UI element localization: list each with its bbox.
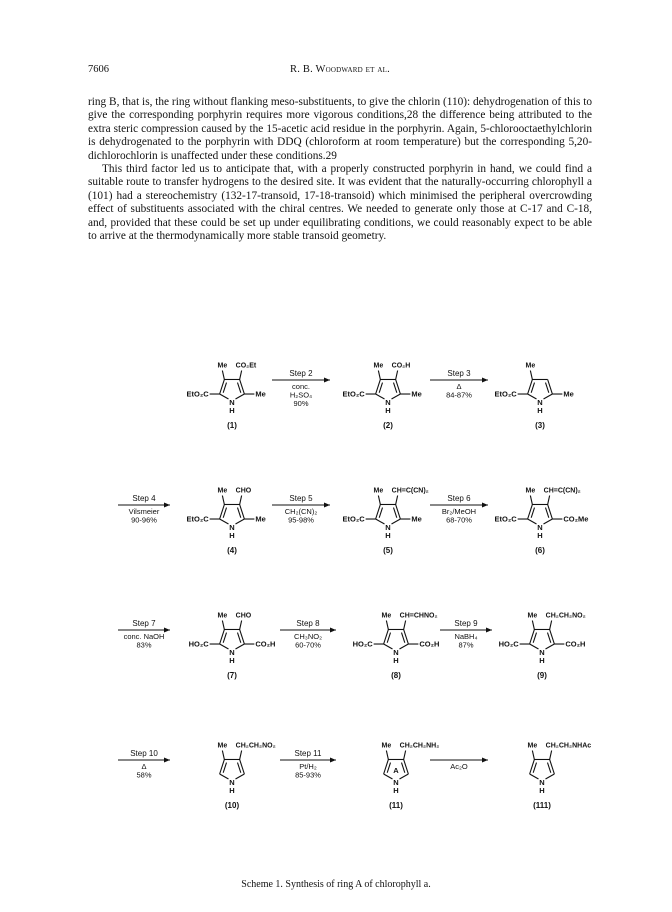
- step-arrow-4-yield: 95-98%: [288, 515, 314, 525]
- compound-10-ring-bond: [220, 774, 229, 779]
- scheme-caption: Scheme 1. Synthesis of ring A of chlorophyll a.: [241, 879, 431, 890]
- compound-7-right-substituent: CO₂H: [255, 639, 276, 649]
- compound-11-double-bond: [387, 763, 390, 773]
- compound-11-n-label: N: [393, 778, 399, 787]
- compound-1-top-left-substituent: Me: [217, 362, 228, 370]
- compound-1-h-label: H: [229, 406, 235, 415]
- compound-9-top-left-substituent: Me: [527, 612, 538, 620]
- compound-4-ring-bond: [236, 519, 245, 524]
- compound-11-top-right-bond: [404, 750, 406, 759]
- compound-10-n-label: N: [229, 778, 235, 787]
- compound-8-right-substituent: CO₂H: [419, 639, 440, 649]
- running-head: R. B. Woodward et al.: [290, 64, 390, 75]
- step-arrow-5-head: [482, 503, 488, 508]
- compound-5-ring-bond: [392, 519, 401, 524]
- step-arrow-11-reagent: Ac₂O: [450, 762, 468, 771]
- compound-5-double-bond: [379, 508, 382, 518]
- compound-6-number: (6): [535, 546, 545, 555]
- step-arrow-8-label: Step 9: [454, 619, 478, 628]
- step-arrow-1-label: Step 2: [289, 369, 313, 378]
- compound-4-top-left-bond: [222, 495, 224, 504]
- compound-3-number: (3): [535, 421, 545, 430]
- compound-1-left-substituent: EtO₂C: [186, 389, 209, 399]
- compound-1-double-bond: [223, 383, 226, 393]
- compound-12-double-bond: [547, 763, 550, 773]
- compound-2-number: (2): [383, 421, 393, 430]
- compound-8-top-right-bond: [404, 620, 406, 629]
- compound-10-double-bond: [237, 763, 240, 773]
- compound-4-n-label: N: [229, 523, 235, 532]
- compound-9-number: (9): [537, 671, 547, 680]
- compound-11-top-left-bond: [386, 750, 388, 759]
- compound-9-top-left-bond: [532, 620, 534, 629]
- compound-8-h-label: H: [393, 656, 399, 665]
- compound-2-n-label: N: [385, 398, 391, 407]
- compound-3-n-label: N: [537, 398, 543, 407]
- compound-6-right-substituent: CO₂Me: [563, 514, 589, 524]
- compound-1-double-bond: [237, 383, 240, 393]
- compound-2-ring-bond: [376, 394, 385, 399]
- step-arrow-3-label: Step 4: [132, 494, 156, 503]
- compound-10-ring-bond: [236, 774, 245, 779]
- step-arrow-3-head: [164, 503, 170, 508]
- compound-6-double-bond: [545, 508, 548, 518]
- compound-7-number: (7): [227, 671, 237, 680]
- step-arrow-9-reagent: Δ: [141, 762, 147, 771]
- compound-2-double-bond: [379, 383, 382, 393]
- step-arrow-10-head: [330, 758, 336, 763]
- compound-2-right-substituent: Me: [411, 389, 422, 399]
- step-arrow-1-reagent: conc.: [292, 382, 310, 391]
- compound-5-number: (5): [383, 546, 393, 555]
- step-arrow-2-label: Step 3: [447, 369, 471, 378]
- compound-12-double-bond: [533, 763, 536, 773]
- compound-1-right-substituent: Me: [255, 389, 266, 399]
- compound-12-top-left-bond: [532, 750, 534, 759]
- compound-10-h-label: H: [229, 786, 235, 795]
- step-arrow-4-label: Step 5: [289, 494, 313, 503]
- step-arrow-2-yield: 84-87%: [446, 390, 472, 400]
- compound-1-top-right-substituent: CO₂Et: [235, 362, 257, 370]
- compound-12-top-right-substituent: CH₂CH₂NHAc: [545, 742, 592, 750]
- compound-5-h-label: H: [385, 531, 391, 540]
- compound-5-double-bond: [393, 508, 396, 518]
- compound-10-top-left-substituent: Me: [217, 742, 228, 750]
- paragraph-2: This third factor led us to anticipate that, with a properly constructed porphyrin in hand, we could find a suitable route to transfer hydrogens to the desired site. It was evident that the naturally-occurring chlorophyll a (101) had a stereochemistry (132-17-transoid, 17-18-transoid) which minimised the peripheral overcrowding effect of substituents associated with the chiral centres. We needed to generate only those at C-17 and C-18, and, provided that these could be set up under equilibrating conditions, we could reasonably expect to be able to arrive at the thermodynamically more stable transoid geometry.: [88, 163, 592, 243]
- step-arrow-9-yield: 58%: [136, 770, 152, 780]
- compound-1-number: (1): [227, 421, 237, 430]
- compound-12-h-label: H: [539, 786, 545, 795]
- compound-5-n-label: N: [385, 523, 391, 532]
- compound-9-top-right-substituent: CH₂CH₂NO₂: [545, 612, 586, 620]
- step-arrow-5-label: Step 6: [447, 494, 471, 503]
- compound-9-ring-bond: [530, 644, 539, 649]
- compound-7-n-label: N: [229, 648, 235, 657]
- compound-4-right-substituent: Me: [255, 514, 266, 524]
- compound-1-n-label: N: [229, 398, 235, 407]
- step-arrow-9-head: [164, 758, 170, 763]
- paragraph-1: ring B, that is, the ring without flanking meso-substituents, to give the chlorin (110): dehydrogenation of this to give the corresponding porphyrin requires more vigorous conditions,28 the difference being attributed to the extra steric compression caused by the 15-acetic acid residue in the porphyrin. Again, 5-chlorooctaethylchlorin is dehydrogenated to the porphyrin with DDQ (chloroform at room temperature) but the corresponding 5,20-dichlorochlorin is unaffected under these conditions.29: [88, 96, 592, 162]
- compound-3-top-left-substituent: Me: [525, 362, 536, 370]
- compound-12-ring-bond: [530, 774, 539, 779]
- compound-6-ring-bond: [544, 519, 553, 524]
- compound-6-ring-bond: [528, 519, 537, 524]
- compound-3-ring-bond: [528, 394, 537, 399]
- compound-5-top-right-substituent: CH=C(CN)₂: [391, 487, 429, 495]
- compound-9-right-substituent: CO₂H: [565, 639, 586, 649]
- compound-2-top-right-substituent: CO₂H: [391, 362, 411, 370]
- step-arrow-7-yield: 60-70%: [295, 640, 321, 650]
- compound-3-double-bond: [531, 383, 534, 393]
- step-arrow-2-reagent: Δ: [456, 382, 462, 391]
- compound-8-top-left-substituent: Me: [381, 612, 392, 620]
- step-arrow-4-head: [324, 503, 330, 508]
- compound-6-n-label: N: [537, 523, 543, 532]
- compound-8-top-left-bond: [386, 620, 388, 629]
- compound-4-h-label: H: [229, 531, 235, 540]
- compound-10-top-right-bond: [240, 750, 242, 759]
- compound-11-top-right-substituent: CH₂CH₂NH₂: [399, 742, 440, 750]
- compound-4-number: (4): [227, 546, 237, 555]
- compound-6-left-substituent: EtO₂C: [494, 514, 517, 524]
- compound-5-left-substituent: EtO₂C: [342, 514, 365, 524]
- compound-1-ring-bond: [220, 394, 229, 399]
- compound-7-double-bond: [223, 633, 226, 643]
- compound-9-ring-bond: [546, 644, 555, 649]
- compound-12-n-label: N: [539, 778, 545, 787]
- compound-7-top-right-bond: [240, 620, 242, 629]
- compound-2-top-right-bond: [396, 370, 398, 379]
- compound-6-top-right-substituent: CH=C(CN)₂: [543, 487, 581, 495]
- step-arrow-8-yield: 87%: [458, 640, 474, 650]
- step-arrow-3-yield: 90-96%: [131, 515, 157, 525]
- compound-3-left-substituent: EtO₂C: [494, 389, 517, 399]
- compound-8-n-label: N: [393, 648, 399, 657]
- compound-2-left-substituent: EtO₂C: [342, 389, 365, 399]
- compound-3-ring-bond: [544, 394, 553, 399]
- compound-12-top-left-substituent: Me: [527, 742, 538, 750]
- compound-4-top-right-bond: [240, 495, 242, 504]
- reaction-scheme: [100, 350, 600, 890]
- compound-8-double-bond: [401, 633, 404, 643]
- compound-9-top-right-bond: [550, 620, 552, 629]
- compound-9-double-bond: [547, 633, 550, 643]
- step-arrow-1-head: [324, 378, 330, 383]
- compound-6-double-bond: [531, 508, 534, 518]
- compound-7-top-left-bond: [222, 620, 224, 629]
- compound-9-left-substituent: HO₂C: [498, 639, 519, 649]
- compound-6-top-right-bond: [548, 495, 550, 504]
- step-arrow-6-head: [164, 628, 170, 633]
- step-arrow-8-reagent: NaBH₄: [454, 632, 478, 641]
- compound-5-top-left-bond: [378, 495, 380, 504]
- compound-11-ring-label: A: [393, 766, 399, 775]
- compound-7-h-label: H: [229, 656, 235, 665]
- compound-8-top-right-substituent: CH=CHNO₂: [399, 612, 438, 620]
- step-arrow-7-label: Step 8: [296, 619, 320, 628]
- step-arrow-6-yield: 83%: [136, 640, 152, 650]
- compound-12-number: (111): [533, 801, 551, 810]
- compound-2-ring-bond: [392, 394, 401, 399]
- compound-4-ring-bond: [220, 519, 229, 524]
- compound-7-double-bond: [237, 633, 240, 643]
- step-arrow-10-label: Step 11: [294, 749, 322, 758]
- compound-12-ring-bond: [546, 774, 555, 779]
- step-arrow-5-reagent: Br₂/MeOH: [441, 507, 477, 516]
- step-arrow-7-reagent: CH₃NO₂: [293, 632, 323, 641]
- step-arrow-10-reagent: Pt/H₂: [299, 762, 317, 771]
- step-arrow-1-yield: 90%: [293, 399, 309, 408]
- step-arrow-8-head: [486, 628, 492, 633]
- compound-7-left-substituent: HO₂C: [188, 639, 209, 649]
- compound-11-number: (11): [389, 801, 403, 810]
- compound-10-number: (10): [224, 801, 240, 810]
- step-arrow-4-reagent: CH₂(CN)₂: [284, 507, 318, 516]
- compound-8-number: (8): [391, 671, 401, 680]
- compound-7-ring-bond: [220, 644, 229, 649]
- compound-8-ring-bond: [400, 644, 409, 649]
- compound-7-top-right-substituent: CHO: [235, 612, 252, 620]
- compound-9-h-label: H: [539, 656, 545, 665]
- compound-3-top-left-bond: [530, 370, 532, 379]
- step-arrow-5-yield: 68-70%: [446, 515, 472, 525]
- compound-1-ring-bond: [236, 394, 245, 399]
- compound-7-top-left-substituent: Me: [217, 612, 228, 620]
- compound-4-top-right-substituent: CHO: [235, 487, 252, 495]
- compound-8-ring-bond: [384, 644, 393, 649]
- compound-9-n-label: N: [539, 648, 545, 657]
- compound-11-double-bond: [401, 763, 404, 773]
- compound-4-top-left-substituent: Me: [217, 487, 228, 495]
- page-header: [88, 64, 592, 80]
- compound-4-left-substituent: EtO₂C: [186, 514, 209, 524]
- compound-11-h-label: H: [393, 786, 399, 795]
- compound-10-double-bond: [223, 763, 226, 773]
- compound-11-ring-bond: [400, 774, 409, 779]
- step-arrow-6-label: Step 7: [132, 619, 156, 628]
- compound-1-top-left-bond: [222, 370, 224, 379]
- body-text: [88, 96, 592, 243]
- compound-2-h-label: H: [385, 406, 391, 415]
- compound-2-double-bond: [393, 383, 396, 393]
- step-arrow-10-yield: 85-93%: [295, 770, 321, 780]
- compound-3-right-substituent: Me: [563, 389, 574, 399]
- compound-2-top-left-substituent: Me: [373, 362, 384, 370]
- compound-3-double-bond: [545, 383, 548, 393]
- compound-6-top-left-substituent: Me: [525, 487, 536, 495]
- step-arrow-1-reagent: H₂SO₄: [289, 390, 313, 400]
- compound-4-double-bond: [237, 508, 240, 518]
- step-arrow-11-head: [482, 758, 488, 763]
- compound-8-double-bond: [387, 633, 390, 643]
- compound-6-h-label: H: [537, 531, 543, 540]
- compound-11-top-left-substituent: Me: [381, 742, 392, 750]
- compound-5-right-substituent: Me: [411, 514, 422, 524]
- compound-7-ring-bond: [236, 644, 245, 649]
- compound-5-top-right-bond: [396, 495, 398, 504]
- step-arrow-3-reagent: Vilsmeier: [128, 507, 160, 516]
- compound-12-top-right-bond: [550, 750, 552, 759]
- step-arrow-7-head: [330, 628, 336, 633]
- compound-5-top-left-substituent: Me: [373, 487, 384, 495]
- compound-11-ring-bond: [384, 774, 393, 779]
- compound-9-double-bond: [533, 633, 536, 643]
- compound-1-top-right-bond: [240, 370, 242, 379]
- step-arrow-9-label: Step 10: [130, 749, 158, 758]
- compound-4-double-bond: [223, 508, 226, 518]
- compound-2-top-left-bond: [378, 370, 380, 379]
- compound-3-h-label: H: [537, 406, 543, 415]
- step-arrow-6-reagent: conc. NaOH: [123, 632, 165, 641]
- compound-8-left-substituent: HO₂C: [352, 639, 373, 649]
- compound-6-top-left-bond: [530, 495, 532, 504]
- compound-10-top-left-bond: [222, 750, 224, 759]
- page-number: 7606: [88, 64, 109, 75]
- compound-10-top-right-substituent: CH₂CH₂NO₂: [235, 742, 276, 750]
- step-arrow-2-head: [482, 378, 488, 383]
- scheme-drawing: [100, 350, 600, 880]
- compound-5-ring-bond: [376, 519, 385, 524]
